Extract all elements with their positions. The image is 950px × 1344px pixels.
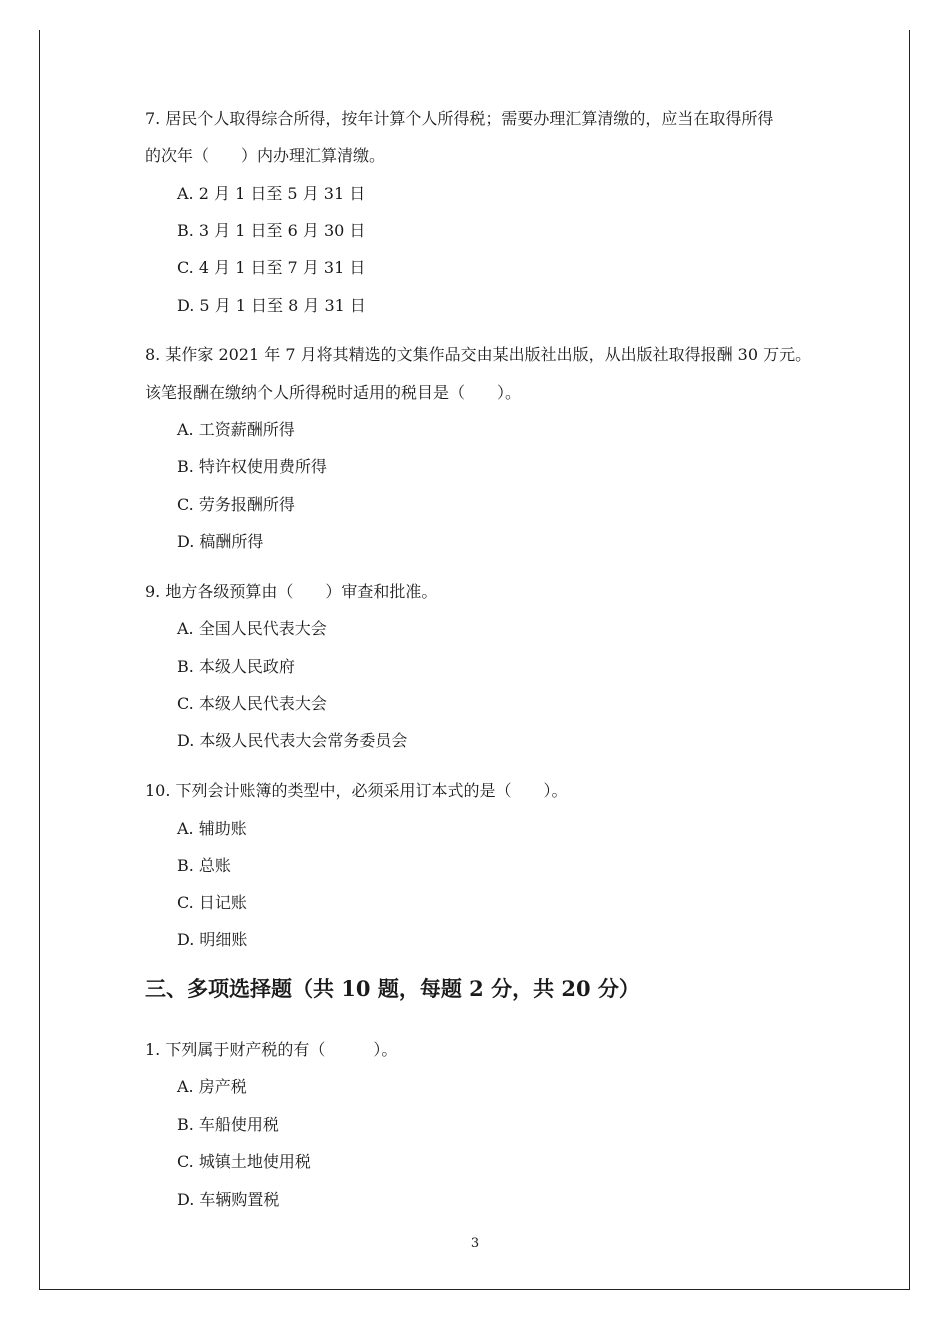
question-10-option-c: C. 日记账 [177,893,247,912]
question-7-stem-line-1: 7. 居民个人取得综合所得，按年计算个人所得税；需要办理汇算清缴的，应当在取得所得 [145,109,774,128]
question-9-option-b: B. 本级人民政府 [177,657,295,676]
question-10-option-d: D. 明细账 [177,930,248,949]
question-8-option-b: B. 特许权使用费所得 [177,457,327,476]
question-9-option-a: A. 全国人民代表大会 [177,619,327,638]
page-number: 3 [470,1236,480,1251]
question-7-stem-line-2: 的次年（ ）内办理汇算清缴。 [145,146,386,165]
question-9-option-d: D. 本级人民代表大会常务委员会 [177,731,408,750]
question-7-option-b: B. 3 月 1 日至 6 月 30 日 [177,221,366,240]
page-border-bottom [39,1289,910,1290]
multi-question-1-option-c: C. 城镇土地使用税 [177,1152,311,1171]
section-title-multiple-choice: 三、多项选择题（共 10 题，每题 2 分，共 20 分） [145,976,640,1001]
question-7-option-d: D. 5 月 1 日至 8 月 31 日 [177,296,366,315]
multi-question-1-option-b: B. 车船使用税 [177,1115,279,1134]
question-10-option-a: A. 辅助账 [177,819,247,838]
question-9-stem: 9. 地方各级预算由（ ）审查和批准。 [145,582,438,601]
multi-question-1-option-d: D. 车辆购置税 [177,1190,280,1209]
question-9-option-c: C. 本级人民代表大会 [177,694,327,713]
question-7-option-c: C. 4 月 1 日至 7 月 31 日 [177,258,366,277]
question-8-stem-line-2: 该笔报酬在缴纳个人所得税时适用的税目是（ ）。 [145,383,522,402]
page-border-right [909,30,910,1289]
question-10-option-b: B. 总账 [177,856,231,875]
page-border-left [39,30,40,1289]
multi-question-1-option-a: A. 房产税 [177,1077,247,1096]
question-8-option-c: C. 劳务报酬所得 [177,495,295,514]
question-7-option-a: A. 2 月 1 日至 5 月 31 日 [177,184,366,203]
question-8-option-d: D. 稿酬所得 [177,532,264,551]
question-10-stem: 10. 下列会计账簿的类型中，必须采用订本式的是（ ）。 [145,781,568,800]
question-8-stem-line-1: 8. 某作家 2021 年 7 月将其精选的文集作品交由某出版社出版，从出版社取得报酬 30 万元。 [145,345,812,364]
question-8-option-a: A. 工资薪酬所得 [177,420,295,439]
multi-question-1-stem: 1. 下列属于财产税的有（ ）。 [145,1040,398,1059]
